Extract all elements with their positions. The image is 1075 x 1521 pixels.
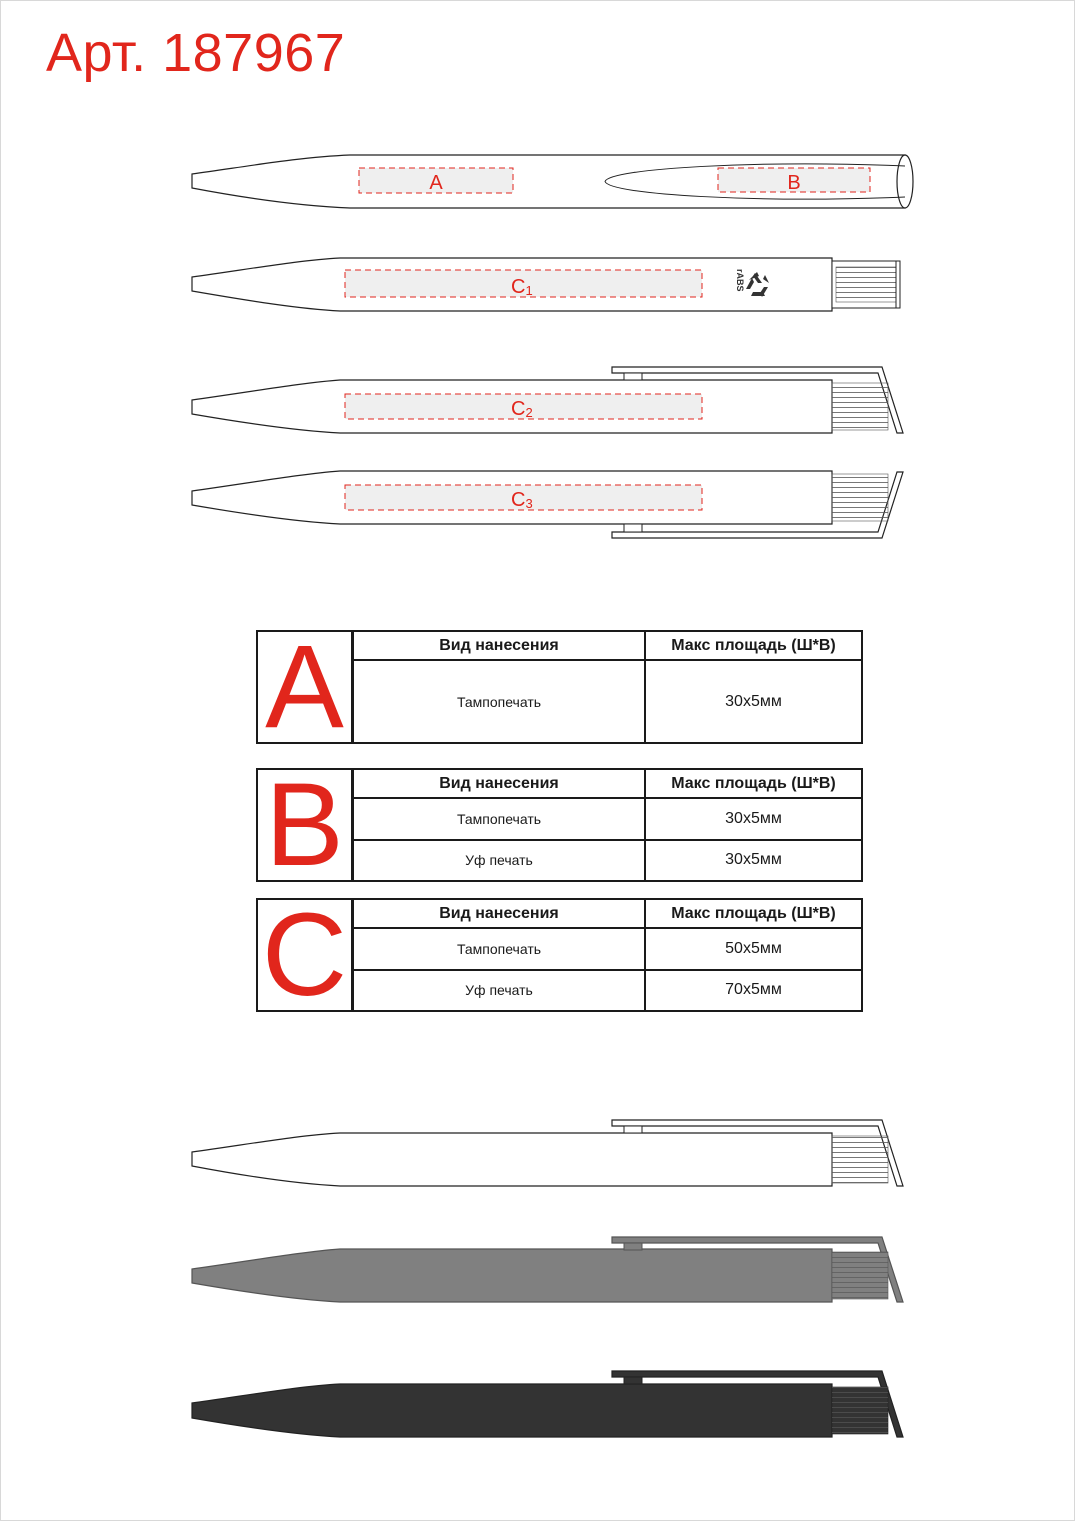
method-cell: Тампопечать [354, 929, 646, 969]
pen-view-c2 [192, 367, 903, 433]
rabs-label: rABS [735, 269, 745, 292]
zone-c1-label: C1 [511, 276, 533, 298]
table-header [354, 770, 861, 797]
pen-variant-white [192, 1120, 903, 1186]
zone-b-label: B [787, 172, 801, 194]
print-table-c [256, 889, 863, 1021]
zone-a-label: A [429, 172, 443, 194]
header-area: Макс площадь (Ш*В) [671, 636, 836, 654]
area-cell: 30x5мм [725, 809, 782, 827]
table-header [354, 632, 861, 659]
zone-c2-label: C2 [511, 398, 533, 420]
zone-c3-label: C3 [511, 489, 533, 511]
article-title: Арт. 187967 [46, 23, 346, 83]
pen-view-c3 [192, 471, 903, 538]
header-method: Вид нанесения [354, 900, 646, 927]
area-cell: 30x5мм [725, 692, 782, 710]
print-table-a [256, 621, 863, 753]
table-row [354, 659, 861, 742]
header-method: Вид нанесения [354, 632, 646, 659]
method-cell: Уф печать [354, 841, 646, 881]
method-cell: Тампопечать [354, 661, 646, 742]
header-method: Вид нанесения [354, 770, 646, 797]
table-header [354, 900, 861, 927]
pen-variant-grey [192, 1237, 903, 1302]
header-area: Макс площадь (Ш*В) [671, 904, 836, 922]
pen-view-c1 [192, 258, 900, 311]
table-b-letter: B [258, 770, 354, 880]
table-c-letter: C [258, 900, 354, 1010]
table-a-letter: A [258, 632, 354, 742]
header-area: Макс площадь (Ш*В) [671, 774, 836, 792]
pen-view-a-b [192, 155, 913, 208]
area-cell: 30x5мм [725, 851, 782, 869]
area-cell: 70x5мм [725, 981, 782, 999]
table-row [354, 969, 861, 1011]
area-cell: 50x5мм [725, 939, 782, 957]
table-row [354, 927, 861, 969]
method-cell: Тампопечать [354, 799, 646, 839]
print-table-b [256, 759, 863, 891]
table-row [354, 839, 861, 881]
table-row [354, 797, 861, 839]
pen-variant-black [192, 1371, 903, 1437]
method-cell: Уф печать [354, 971, 646, 1011]
